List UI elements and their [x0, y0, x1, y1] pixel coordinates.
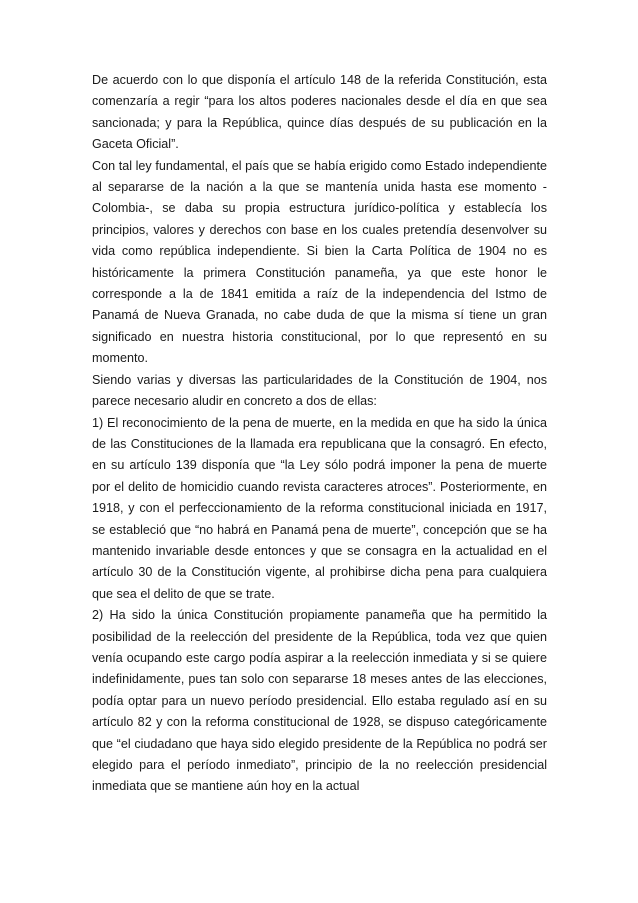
- paragraph-entry-into-force: De acuerdo con lo que disponía el artículo 148 de la referida Constitución, esta comenzaría a regir “para los altos poderes nacionales desde el día en que sea sancionada; y para la República, quince días después de su publicación en la Gaceta Oficial”.: [92, 73, 547, 152]
- document-body: [92, 70, 547, 798]
- paragraph-presidential-reelection: 2) Ha sido la única Constitución propiamente panameña que ha permitido la posibilidad de la reelección del presidente de la República, toda vez que quien venía ocupando este cargo podía aspirar a la reelección inmediata y si se quiere indefinidamente, pues tan solo con separarse 18 meses antes de las elecciones, podía optar para un nuevo período presidencial. Ello estaba regulado así en su artículo 82 y con la reforma constitucional de 1928, se dispuso categóricamente que “el ciudadano que haya sido elegido presidente de la República no podrá ser elegido para el período inmediato”, principio de la no reelección presidencial inmediata que se mantiene aún hoy en la actual: [92, 608, 547, 794]
- paragraph-particularities-intro: Siendo varias y diversas las particularidades de la Constitución de 1904, nos parece necesario aludir en concreto a dos de ellas:: [92, 372, 547, 409]
- paragraph-fundamental-law: Con tal ley fundamental, el país que se había erigido como Estado independiente al separarse de la nación a la que se mantenía unida hasta ese momento -Colombia-, se daba su propia estructura jurídico-política y establecía los principios, valores y derechos con base en los cuales pretendía desenvolver su vida como república independiente. Si bien la Carta Política de 1904 no es históricamente la primera Constitución panameña, ya que este honor le corresponde a la de 1841 emitida a raíz de la independencia del Istmo de Panamá de Nueva Granada, no cabe duda de que la misma sí tiene un gran significado en nuestra historia constitucional, por lo que representó en su momento.: [92, 158, 547, 366]
- paragraph-death-penalty: 1) El reconocimiento de la pena de muerte, en la medida en que ha sido la única de las Constituciones de la llamada era republicana que la consagró. En efecto, en su artículo 139 disponía que “la Ley sólo podrá imponer la pena de muerte por el delito de homicidio cuando revista caracteres atroces”. Posteriormente, en 1918, y con el perfeccionamiento de la reforma constitucional iniciada en 1917, se estableció que “no habrá en Panamá pena de muerte”, concepción que se ha mantenido invariable desde entonces y que se consagra en la actualidad en el artículo 30 de la Constitución vigente, al prohibirse dicha pena para cualquiera que sea el delito de que se trate.: [92, 415, 547, 601]
